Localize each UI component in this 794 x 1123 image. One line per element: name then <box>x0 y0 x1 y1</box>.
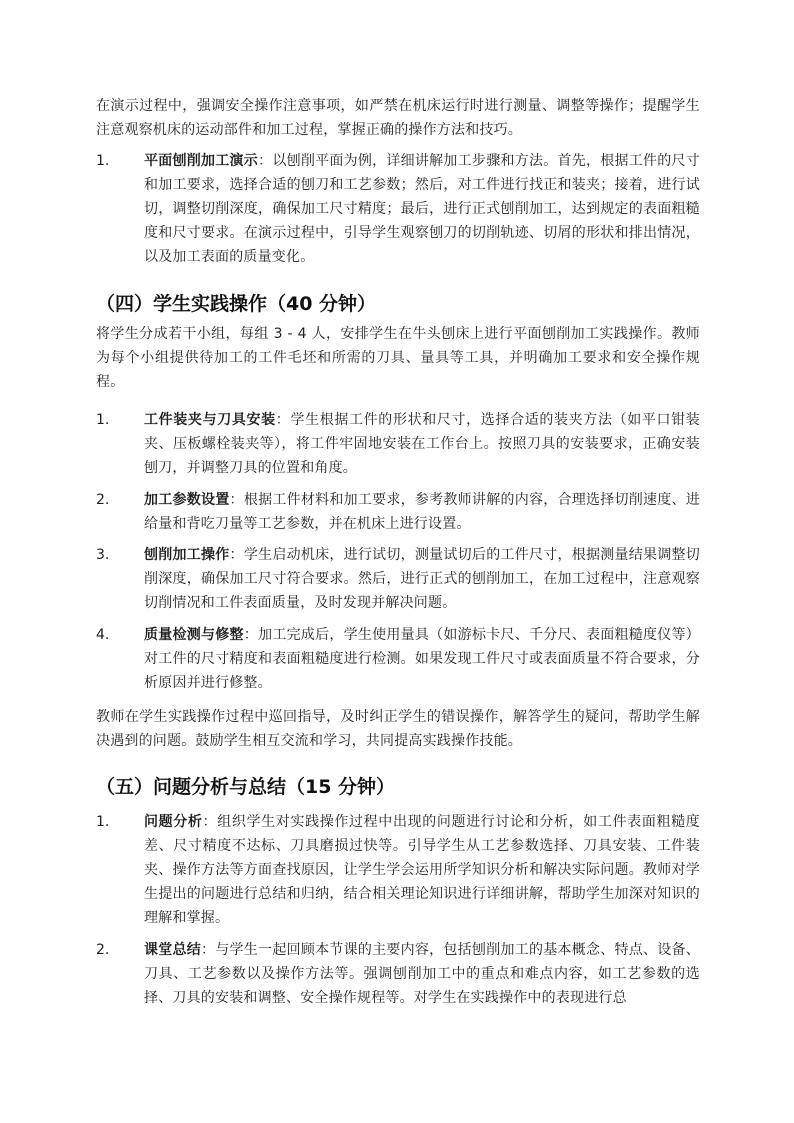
list-item-separator: ： <box>229 547 244 563</box>
list-item-separator: ： <box>243 627 259 643</box>
list-item-separator: ： <box>229 492 244 508</box>
section-heading: （五）问题分析与总结（15 分钟） <box>96 776 396 798</box>
list-item-text: 根据工件材料和加工要求，参考教师讲解的内容，合理选择切削速度、进给量和背吃刀量等工艺参数，并在机床上进行设置。 <box>144 492 700 532</box>
list-number: 1. <box>96 814 110 830</box>
list-number: 2. <box>96 942 110 958</box>
list-item-title: 刨削加工操作 <box>144 547 230 563</box>
list-item <box>96 488 700 536</box>
list-number: 1. <box>96 412 110 428</box>
list-number: 1. <box>96 153 110 169</box>
list-item-body <box>144 408 700 480</box>
list-item-title: 平面刨削加工演示 <box>144 153 259 169</box>
list-item <box>96 938 700 1010</box>
list-item-body <box>144 810 700 930</box>
list-item-separator: ： <box>201 942 216 958</box>
list-item-text: 学生启动机床，进行试切，测量试切后的工件尺寸，根据测量结果调整切削深度，确保加工尺寸符合要求。然后，进行正式的刨削加工，在加工过程中，注意观察切削情况和工件表面质量，及时发现并解决问题。 <box>144 547 700 611</box>
list-item-title: 课堂总结 <box>144 942 202 958</box>
list-item <box>96 543 700 615</box>
list-item-text: 加工完成后，学生使用量具（如游标卡尺、千分尺、表面粗糙度仪等）对工件的尺寸精度和表面粗糙度进行检测。如果发现工件尺寸或表面质量不符合要求，分析原因并进行修整。 <box>144 627 701 691</box>
list-item-title: 工件装夹与刀具安装 <box>144 412 276 428</box>
list-number: 2. <box>96 492 110 508</box>
list-item-body <box>144 149 700 269</box>
list-item-body <box>144 543 700 615</box>
list-number: 4. <box>96 627 110 643</box>
list-item-title: 问题分析 <box>144 814 203 830</box>
list-item-separator: ： <box>202 814 218 830</box>
section-heading: （四）学生实践操作（40 分钟） <box>96 293 377 315</box>
list-item-body <box>144 623 700 695</box>
list-item-text: 学生根据工件的形状和尺寸，选择合适的装夹方法（如平口钳装夹、压板螺栓装夹等），将工件牢固地安装在工作台上。按照刀具的安装要求，正确安装刨刀，并调整刀具的位置和角度。 <box>144 412 701 476</box>
list-item-body <box>144 488 700 536</box>
list-item-separator: ： <box>275 412 291 428</box>
list-item-text: 组织学生对实践操作过程中出现的问题进行讨论和分析，如工件表面粗糙度差、尺寸精度不达标、刀具磨损过快等。引导学生从工艺参数选择、刀具安装、工件装夹、操作方法等方面查找原因，让学生学会运用所学知识分析和解决实际问题。教师对学生提出的问题进行总结和归纳，结合相关理论知识进行详细讲解，帮助学生加深对知识的理解和掌握。 <box>144 814 700 926</box>
list-item <box>96 810 700 930</box>
list-item <box>96 408 700 480</box>
list-item-title: 加工参数设置 <box>144 492 230 508</box>
list-item-body <box>144 938 700 1010</box>
list-item-text: 与学生一起回顾本节课的主要内容，包括刨削加工的基本概念、特点、设备、刀具、工艺参数以及操作方法等。强调刨削加工中的重点和难点内容，如工艺参数的选择、刀具的安装和调整、安全操作规程等。对学生在实践操作中的表现进行总 <box>144 942 700 1006</box>
list-item-title: 质量检测与修整 <box>144 627 244 643</box>
list-item-separator: ： <box>258 153 273 169</box>
list-number: 3. <box>96 547 110 563</box>
list-item-text: 以刨削平面为例，详细讲解加工步骤和方法。首先，根据工件的尺寸和加工要求，选择合适的刨刀和工艺参数；然后，对工件进行找正和装夹；接着，进行试切，调整切削深度，确保加工尺寸精度；最后，进行正式刨削加工，达到规定的表面粗糙度和尺寸要求。在演示过程中，引导学生观察刨刀的切削轨迹、切屑的形状和排出情况，以及加工表面的质量变化。 <box>144 153 700 265</box>
list-item <box>96 149 700 269</box>
list-item <box>96 623 700 695</box>
section-intro: 将学生分成若干小组，每组 3 - 4 人，安排学生在牛头刨床上进行平面刨削加工实践操作。教师为每个小组提供待加工的工件毛坯和所需的刀具、量具等工具，并明确加工要求和安全操作规程。 <box>96 326 700 390</box>
intro-paragraph: 在演示过程中，强调安全操作注意事项，如严禁在机床运行时进行测量、调整等操作；提醒学生注意观察机床的运动部件和加工过程，掌握正确的操作方法和技巧。 <box>96 98 700 138</box>
section-closing: 教师在学生实践操作过程中巡回指导，及时纠正学生的错误操作，解答学生的疑问，帮助学生解决遇到的问题。鼓励学生相互交流和学习，共同提高实践操作技能。 <box>96 709 700 749</box>
